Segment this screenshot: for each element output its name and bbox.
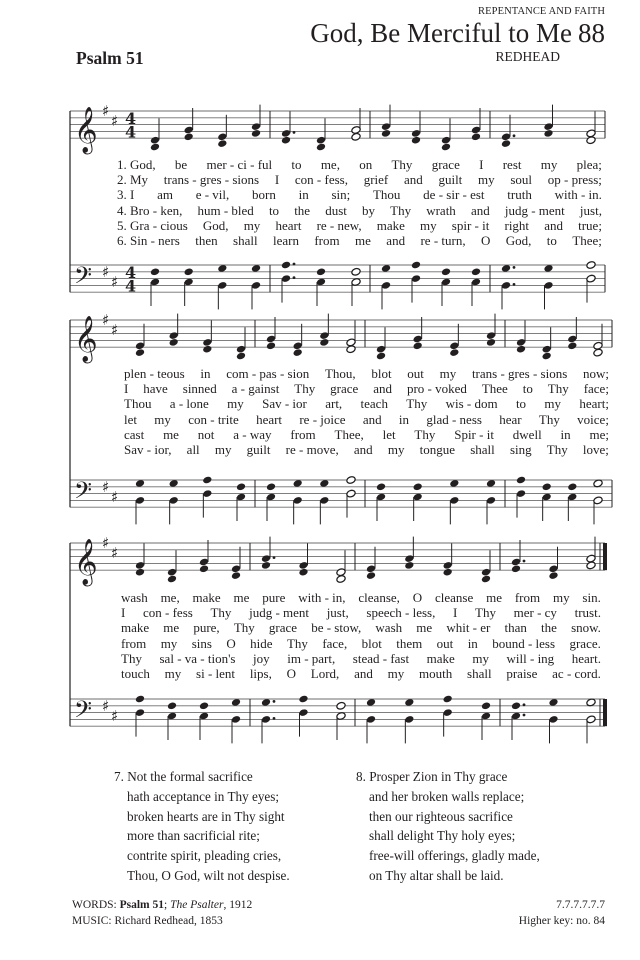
lyric-syllable: snow. — [571, 620, 601, 636]
lyric-line-verse-1 — [124, 366, 609, 381]
lyric-syllable: grief — [363, 172, 389, 188]
verse-lyrics-system-3 — [121, 590, 601, 681]
lyric-syllable: a - lone — [169, 396, 209, 412]
lyric-syllable: Thy — [210, 605, 232, 621]
lyric-syllable: my — [164, 665, 182, 681]
lyric-syllable: from — [121, 635, 147, 651]
lyric-syllable: guilt — [246, 441, 271, 457]
lyric-syllable: judg - ment — [249, 605, 310, 621]
lyric-syllable: Thy — [294, 381, 316, 397]
meter: 7.7.7.7.7.7 — [556, 899, 605, 911]
stanza-line: on Thy altar shall be laid. — [369, 867, 504, 883]
lyric-syllable: make — [426, 650, 455, 666]
lyric-syllable: heart — [275, 217, 302, 233]
lyric-syllable: plen - teous — [124, 366, 185, 381]
lyric-syllable: re - new, — [316, 217, 362, 233]
lyric-syllable: O — [412, 590, 423, 605]
lyric-syllable: me — [416, 620, 433, 636]
lyric-syllable: re - turn, — [420, 232, 466, 248]
stanza-8 — [356, 767, 540, 886]
lyric-syllable: O — [286, 665, 297, 681]
lyric-syllable: 5. Gra - cious — [117, 217, 188, 233]
lyric-syllable: and — [354, 665, 373, 681]
lyric-syllable: touch — [121, 665, 150, 681]
lyric-syllable: my — [387, 665, 405, 681]
lyric-syllable: dust — [325, 202, 347, 218]
stanza-line: hath acceptance in Thy eyes; — [127, 788, 280, 804]
lyric-syllable: just, — [326, 605, 349, 621]
lyric-syllable: Thy — [391, 157, 413, 172]
lyric-syllable: blot — [371, 366, 392, 381]
lyric-syllable: make — [121, 620, 150, 636]
lyric-syllable: trans - gres - sions — [471, 366, 568, 381]
lyric-syllable: shall — [470, 441, 495, 457]
lyric-syllable: cast — [124, 426, 145, 442]
lyric-syllable: in — [200, 366, 211, 381]
lyric-syllable: Thy — [233, 620, 255, 636]
lyric-syllable: learn — [272, 232, 299, 248]
lyric-syllable: not — [197, 426, 215, 442]
lyric-syllable: Thy — [475, 605, 496, 621]
lyric-line-verse-2 — [124, 381, 609, 396]
lyric-syllable: and — [470, 202, 490, 218]
lyric-syllable: Thee, — [334, 426, 364, 442]
bass-clef-icon: 𝄢 — [74, 695, 93, 729]
lyric-syllable: to — [522, 381, 533, 397]
lyric-syllable: speech - less, — [366, 605, 436, 621]
lyric-syllable: and — [353, 441, 373, 457]
lyric-syllable: soul — [510, 172, 533, 188]
lyric-syllable: glad - ness — [426, 411, 482, 427]
lyric-syllable: e - vil, — [195, 187, 230, 203]
lyric-line-verse-5 — [124, 427, 609, 442]
stanza-line: 7. Not the formal sacrifice — [114, 769, 253, 784]
stanza-line: broken hearts are in Thy sight — [127, 808, 285, 824]
lyric-line-verse-6 — [121, 666, 601, 681]
lyric-syllable: me, — [160, 590, 180, 605]
lyric-syllable: out — [436, 635, 454, 651]
lyric-syllable: sal - va - tion's — [159, 650, 236, 666]
lyric-syllable: Thy — [538, 411, 560, 427]
lyric-syllable: and — [386, 232, 406, 248]
lyric-syllable: spir - it — [451, 217, 490, 233]
lyric-syllable: to — [268, 202, 280, 218]
svg-text:4: 4 — [125, 122, 137, 142]
lyric-syllable: Thy — [286, 635, 308, 651]
lyric-syllable: cleanse — [434, 590, 474, 605]
lyric-syllable: my — [420, 217, 437, 233]
lyric-syllable: wash — [375, 620, 403, 636]
lyric-syllable: grace — [268, 620, 298, 636]
lyric-line-verse-4 — [117, 203, 602, 218]
lyric-line-verse-2 — [121, 605, 601, 620]
lyric-syllable: trans - gres - sions — [163, 172, 260, 188]
lyric-line-verse-6 — [117, 233, 602, 248]
lyric-syllable: plea; — [576, 157, 602, 172]
lyric-syllable: Thy — [390, 202, 412, 218]
svg-text:4: 4 — [125, 276, 137, 296]
lyric-syllable: 6. Sin - ners — [117, 232, 180, 248]
lyric-syllable: by — [362, 202, 375, 218]
words-book: The Psalter — [170, 899, 224, 911]
svg-text:♯: ♯ — [102, 262, 110, 281]
lyric-syllable: in — [467, 635, 478, 651]
lyric-syllable: bound - less — [492, 635, 556, 651]
lyric-syllable: just, — [579, 202, 602, 218]
treble-staff-2 — [70, 311, 612, 364]
stanza-7 — [114, 767, 290, 886]
stanza-line: shall delight Thy holy eyes; — [369, 828, 516, 844]
time-signature: 4 — [125, 263, 137, 283]
lyric-syllable: ac - cord. — [552, 665, 601, 681]
lyric-syllable: heart — [256, 411, 283, 427]
lyric-syllable: mer - cy — [513, 605, 557, 621]
lyric-syllable: I — [453, 605, 458, 621]
lyric-syllable: grace — [431, 157, 460, 172]
lyric-syllable: will - ing — [506, 650, 555, 666]
lyric-syllable: Thou — [124, 396, 152, 412]
lyric-syllable: heart; — [579, 396, 609, 412]
lyric-syllable: Thy — [121, 650, 142, 666]
lyric-syllable: mouth — [419, 665, 453, 681]
lyric-syllable: God, — [202, 217, 229, 233]
lyric-syllable: in — [298, 187, 309, 203]
lyric-syllable: O — [226, 635, 236, 651]
lyric-syllable: sin. — [582, 590, 601, 605]
lyric-syllable: me; — [589, 426, 609, 442]
alternate-key-note: Higher key: no. 84 — [518, 915, 605, 927]
lyric-syllable: in — [560, 426, 571, 442]
lyric-syllable: my — [154, 411, 171, 427]
lyric-syllable: then — [195, 232, 218, 248]
lyric-syllable: shall — [467, 665, 492, 681]
lyric-syllable: a - gainst — [231, 381, 280, 397]
lyric-syllable: judg - ment — [504, 202, 565, 218]
lyric-syllable: 1. God, — [117, 157, 156, 172]
svg-text:♯: ♯ — [102, 102, 110, 120]
lyric-syllable: re - joice — [299, 411, 346, 427]
lyric-syllable: and — [373, 381, 392, 397]
lyric-syllable: O — [480, 232, 491, 248]
lyric-syllable: im - part, — [287, 650, 336, 666]
lyric-syllable: from — [314, 232, 340, 248]
bass-staff-1 — [70, 261, 605, 310]
lyric-syllable: trust. — [574, 605, 601, 621]
lyric-syllable: Lord, — [310, 665, 340, 681]
lyric-syllable: am — [157, 187, 173, 203]
words-source: Psalm 51 — [119, 899, 165, 911]
lyric-syllable: wash — [121, 590, 148, 605]
lyric-syllable: in — [398, 411, 410, 427]
lyric-syllable: wis - dom — [445, 396, 498, 412]
tune-name: REDHEAD — [495, 49, 560, 64]
lyric-syllable: now; — [582, 366, 609, 381]
svg-text:♯: ♯ — [111, 112, 119, 131]
lyric-syllable: si - lent — [196, 665, 236, 681]
lyric-syllable: than — [504, 620, 527, 636]
lyric-syllable: the — [541, 620, 557, 636]
stanza-line: more than sacrificial rite; — [127, 828, 260, 844]
lyric-syllable: make — [192, 590, 221, 605]
lyric-syllable: my — [160, 635, 178, 651]
lyric-syllable: blot — [361, 635, 382, 651]
lyric-syllable: Thou, — [324, 366, 356, 381]
lyric-syllable: lips, — [249, 665, 272, 681]
svg-text:♯: ♯ — [111, 488, 119, 506]
lyric-syllable: Spir - it — [454, 426, 494, 442]
lyric-syllable: my — [439, 366, 457, 381]
lyric-syllable: true; — [578, 217, 602, 233]
lyric-syllable: I — [274, 172, 280, 188]
lyric-syllable: Sav - ior, — [124, 441, 172, 457]
lyric-syllable: from — [514, 590, 541, 605]
lyric-syllable: my — [243, 217, 261, 233]
lyric-syllable: Thy — [546, 441, 568, 457]
lyric-syllable: tongue — [419, 441, 456, 457]
lyric-syllable: my — [552, 590, 570, 605]
svg-text:♯: ♯ — [111, 544, 119, 563]
lyric-syllable: shall — [233, 232, 258, 248]
credits-right — [519, 897, 605, 929]
lyric-line-verse-4 — [124, 412, 609, 427]
lyric-syllable: rest — [502, 157, 522, 172]
lyric-syllable: praise — [506, 665, 538, 681]
lyric-syllable: me, — [320, 157, 340, 172]
lyric-syllable: grace. — [569, 635, 601, 651]
lyric-syllable: with - in. — [554, 187, 602, 203]
hymn-title: God, Be Merciful to Me — [310, 18, 572, 48]
lyric-syllable: pro - voked — [406, 381, 467, 397]
lyric-syllable: let — [382, 426, 396, 442]
scripture-reference: Psalm 51 — [76, 48, 144, 68]
lyric-syllable: pure — [262, 590, 286, 605]
hymn-category: REPENTANCE AND FAITH — [478, 6, 605, 17]
bass-staff-2 — [70, 476, 612, 525]
svg-text:♯: ♯ — [111, 707, 119, 725]
treble-clef-icon: 𝄞 — [74, 316, 98, 363]
lyric-line-verse-6 — [124, 442, 609, 457]
lyric-syllable: I — [124, 381, 129, 397]
lyric-syllable: re - move, — [285, 441, 339, 457]
lyric-syllable: right — [504, 217, 530, 233]
lyric-syllable: be — [174, 157, 188, 172]
bass-clef-icon: 𝄢 — [74, 261, 93, 295]
lyric-syllable: sin; — [331, 187, 351, 203]
stanza-line: 8. Prosper Zion in Thy grace — [356, 769, 508, 784]
lyric-syllable: voice; — [577, 411, 609, 427]
lyric-syllable: wrath — [426, 202, 456, 218]
treble-staff-1 — [70, 102, 605, 155]
lyric-syllable: and — [362, 411, 382, 427]
lyric-syllable: hear — [499, 411, 522, 427]
lyric-syllable: de - sir - est — [423, 187, 485, 203]
lyric-syllable: to — [546, 232, 557, 248]
lyric-syllable: the — [294, 202, 311, 218]
lyric-syllable: me — [163, 426, 179, 442]
lyric-syllable: Thee — [481, 381, 508, 397]
lyric-syllable: whit - er — [446, 620, 491, 636]
lyric-line-verse-3 — [117, 187, 602, 202]
lyric-line-verse-5 — [121, 651, 601, 666]
lyric-line-verse-3 — [121, 620, 601, 635]
lyric-line-verse-4 — [121, 636, 601, 651]
verse-lyrics-system-2 — [124, 366, 609, 457]
svg-text:♯: ♯ — [111, 321, 119, 340]
time-signature: 4 — [125, 109, 137, 129]
lyric-syllable: guilt — [438, 172, 463, 188]
lyric-syllable: sinned — [182, 381, 217, 397]
stanza-line: and her broken walls replace; — [369, 788, 525, 804]
lyric-syllable: I — [121, 605, 126, 621]
lyric-syllable: teach — [360, 396, 388, 412]
lyric-syllable: to — [515, 396, 527, 412]
lyric-syllable: make — [376, 217, 405, 233]
hymn-number: 88 — [578, 18, 605, 48]
svg-text:♯: ♯ — [102, 534, 110, 552]
lyric-syllable: truth — [507, 187, 532, 203]
lyric-syllable: all — [186, 441, 200, 457]
lyric-line-verse-5 — [117, 218, 602, 233]
svg-text:♯: ♯ — [111, 273, 119, 291]
lyric-syllable: me — [163, 620, 180, 636]
lyric-line-verse-3 — [124, 396, 609, 411]
lyric-syllable: heart. — [571, 650, 601, 666]
lyric-syllable: Sav - ior — [262, 396, 307, 412]
svg-text:♯: ♯ — [102, 311, 110, 329]
lyric-syllable: let — [124, 411, 137, 427]
lyric-syllable: sins — [191, 635, 212, 651]
treble-staff-3 — [70, 534, 605, 587]
lyric-syllable: born — [252, 187, 276, 203]
lyric-syllable: my — [227, 396, 244, 412]
lyric-syllable: have — [143, 381, 168, 397]
lyric-syllable: my — [472, 650, 489, 666]
lyric-syllable: me — [233, 590, 250, 605]
lyric-syllable: my — [387, 441, 405, 457]
stanza-line: Thou, O God, wilt not despise. — [127, 867, 290, 883]
lyric-syllable: dwell — [512, 426, 542, 442]
lyric-syllable: grace — [330, 381, 359, 397]
lyric-line-verse-1 — [121, 590, 601, 605]
credits-left — [72, 897, 252, 929]
lyric-syllable: me — [486, 590, 502, 605]
lyric-syllable: face; — [583, 381, 609, 397]
lyric-syllable: mer - ci - ful — [206, 157, 273, 172]
lyric-syllable: hide — [250, 635, 273, 651]
treble-clef-icon: 𝄞 — [74, 107, 98, 154]
lyric-syllable: with - in, — [298, 590, 346, 605]
lyric-syllable: 3. I — [117, 187, 135, 203]
lyric-syllable: sing — [509, 441, 532, 457]
words-credit: WORDS: Psalm 51; The Psalter, 1912 — [72, 899, 253, 911]
lyric-syllable: 4. Bro - ken, — [117, 202, 183, 218]
lyric-syllable: I — [479, 157, 484, 172]
lyric-syllable: Thou — [372, 187, 401, 203]
lyric-syllable: joy — [253, 650, 270, 666]
lyric-syllable: Thy — [406, 396, 428, 412]
lyric-syllable: pure, — [193, 620, 220, 636]
lyric-syllable: love; — [582, 441, 609, 457]
lyric-syllable: God, — [505, 232, 532, 248]
lyric-syllable: Thy — [547, 381, 569, 397]
stanza-line: then our righteous sacrifice — [369, 808, 513, 824]
stanza-line: contrite spirit, pleading cries, — [127, 848, 282, 864]
lyric-syllable: to — [291, 157, 302, 172]
music-credit: MUSIC: Richard Redhead, 1853 — [72, 915, 223, 927]
lyric-syllable: them — [396, 635, 423, 651]
lyric-syllable: con - fess, — [294, 172, 348, 188]
lyric-syllable: my — [478, 172, 495, 188]
lyric-syllable: and — [403, 172, 423, 188]
verse-lyrics-system-1 — [117, 157, 602, 248]
lyric-syllable: my — [544, 396, 562, 412]
bass-clef-icon: 𝄢 — [74, 476, 93, 510]
bass-staff-3 — [70, 695, 605, 744]
lyric-syllable: Thy — [414, 426, 436, 442]
lyric-syllable: and — [544, 217, 563, 233]
lyric-syllable: com - pas - sion — [226, 366, 310, 381]
lyric-syllable: stead - fast — [352, 650, 410, 666]
lyric-syllable: con - trite — [188, 411, 239, 427]
lyric-syllable: me — [355, 232, 371, 248]
svg-text:♯: ♯ — [102, 696, 110, 715]
lyric-syllable: a - way — [233, 426, 272, 442]
lyric-line-verse-1 — [117, 157, 602, 172]
lyric-syllable: out — [407, 366, 424, 381]
lyric-syllable: my — [540, 157, 558, 172]
lyric-syllable: on — [359, 157, 373, 172]
treble-clef-icon: 𝄞 — [74, 539, 98, 586]
svg-text:♯: ♯ — [102, 477, 110, 496]
lyric-syllable: op - press; — [547, 172, 602, 188]
lyric-syllable: 2. My — [117, 172, 149, 188]
lyric-syllable: art, — [325, 396, 343, 412]
lyric-syllable: Thee; — [572, 232, 602, 248]
lyric-syllable: be - stow, — [311, 620, 362, 636]
lyric-syllable: cleanse, — [358, 590, 400, 605]
lyric-syllable: face, — [322, 635, 348, 651]
lyric-syllable: from — [290, 426, 316, 442]
lyric-syllable: con - fess — [143, 605, 193, 621]
stanza-line: free-will offerings, gladly made, — [369, 848, 540, 864]
lyric-line-verse-2 — [117, 172, 602, 187]
lyric-syllable: my — [214, 441, 232, 457]
lyric-syllable: hum - bled — [197, 202, 254, 218]
